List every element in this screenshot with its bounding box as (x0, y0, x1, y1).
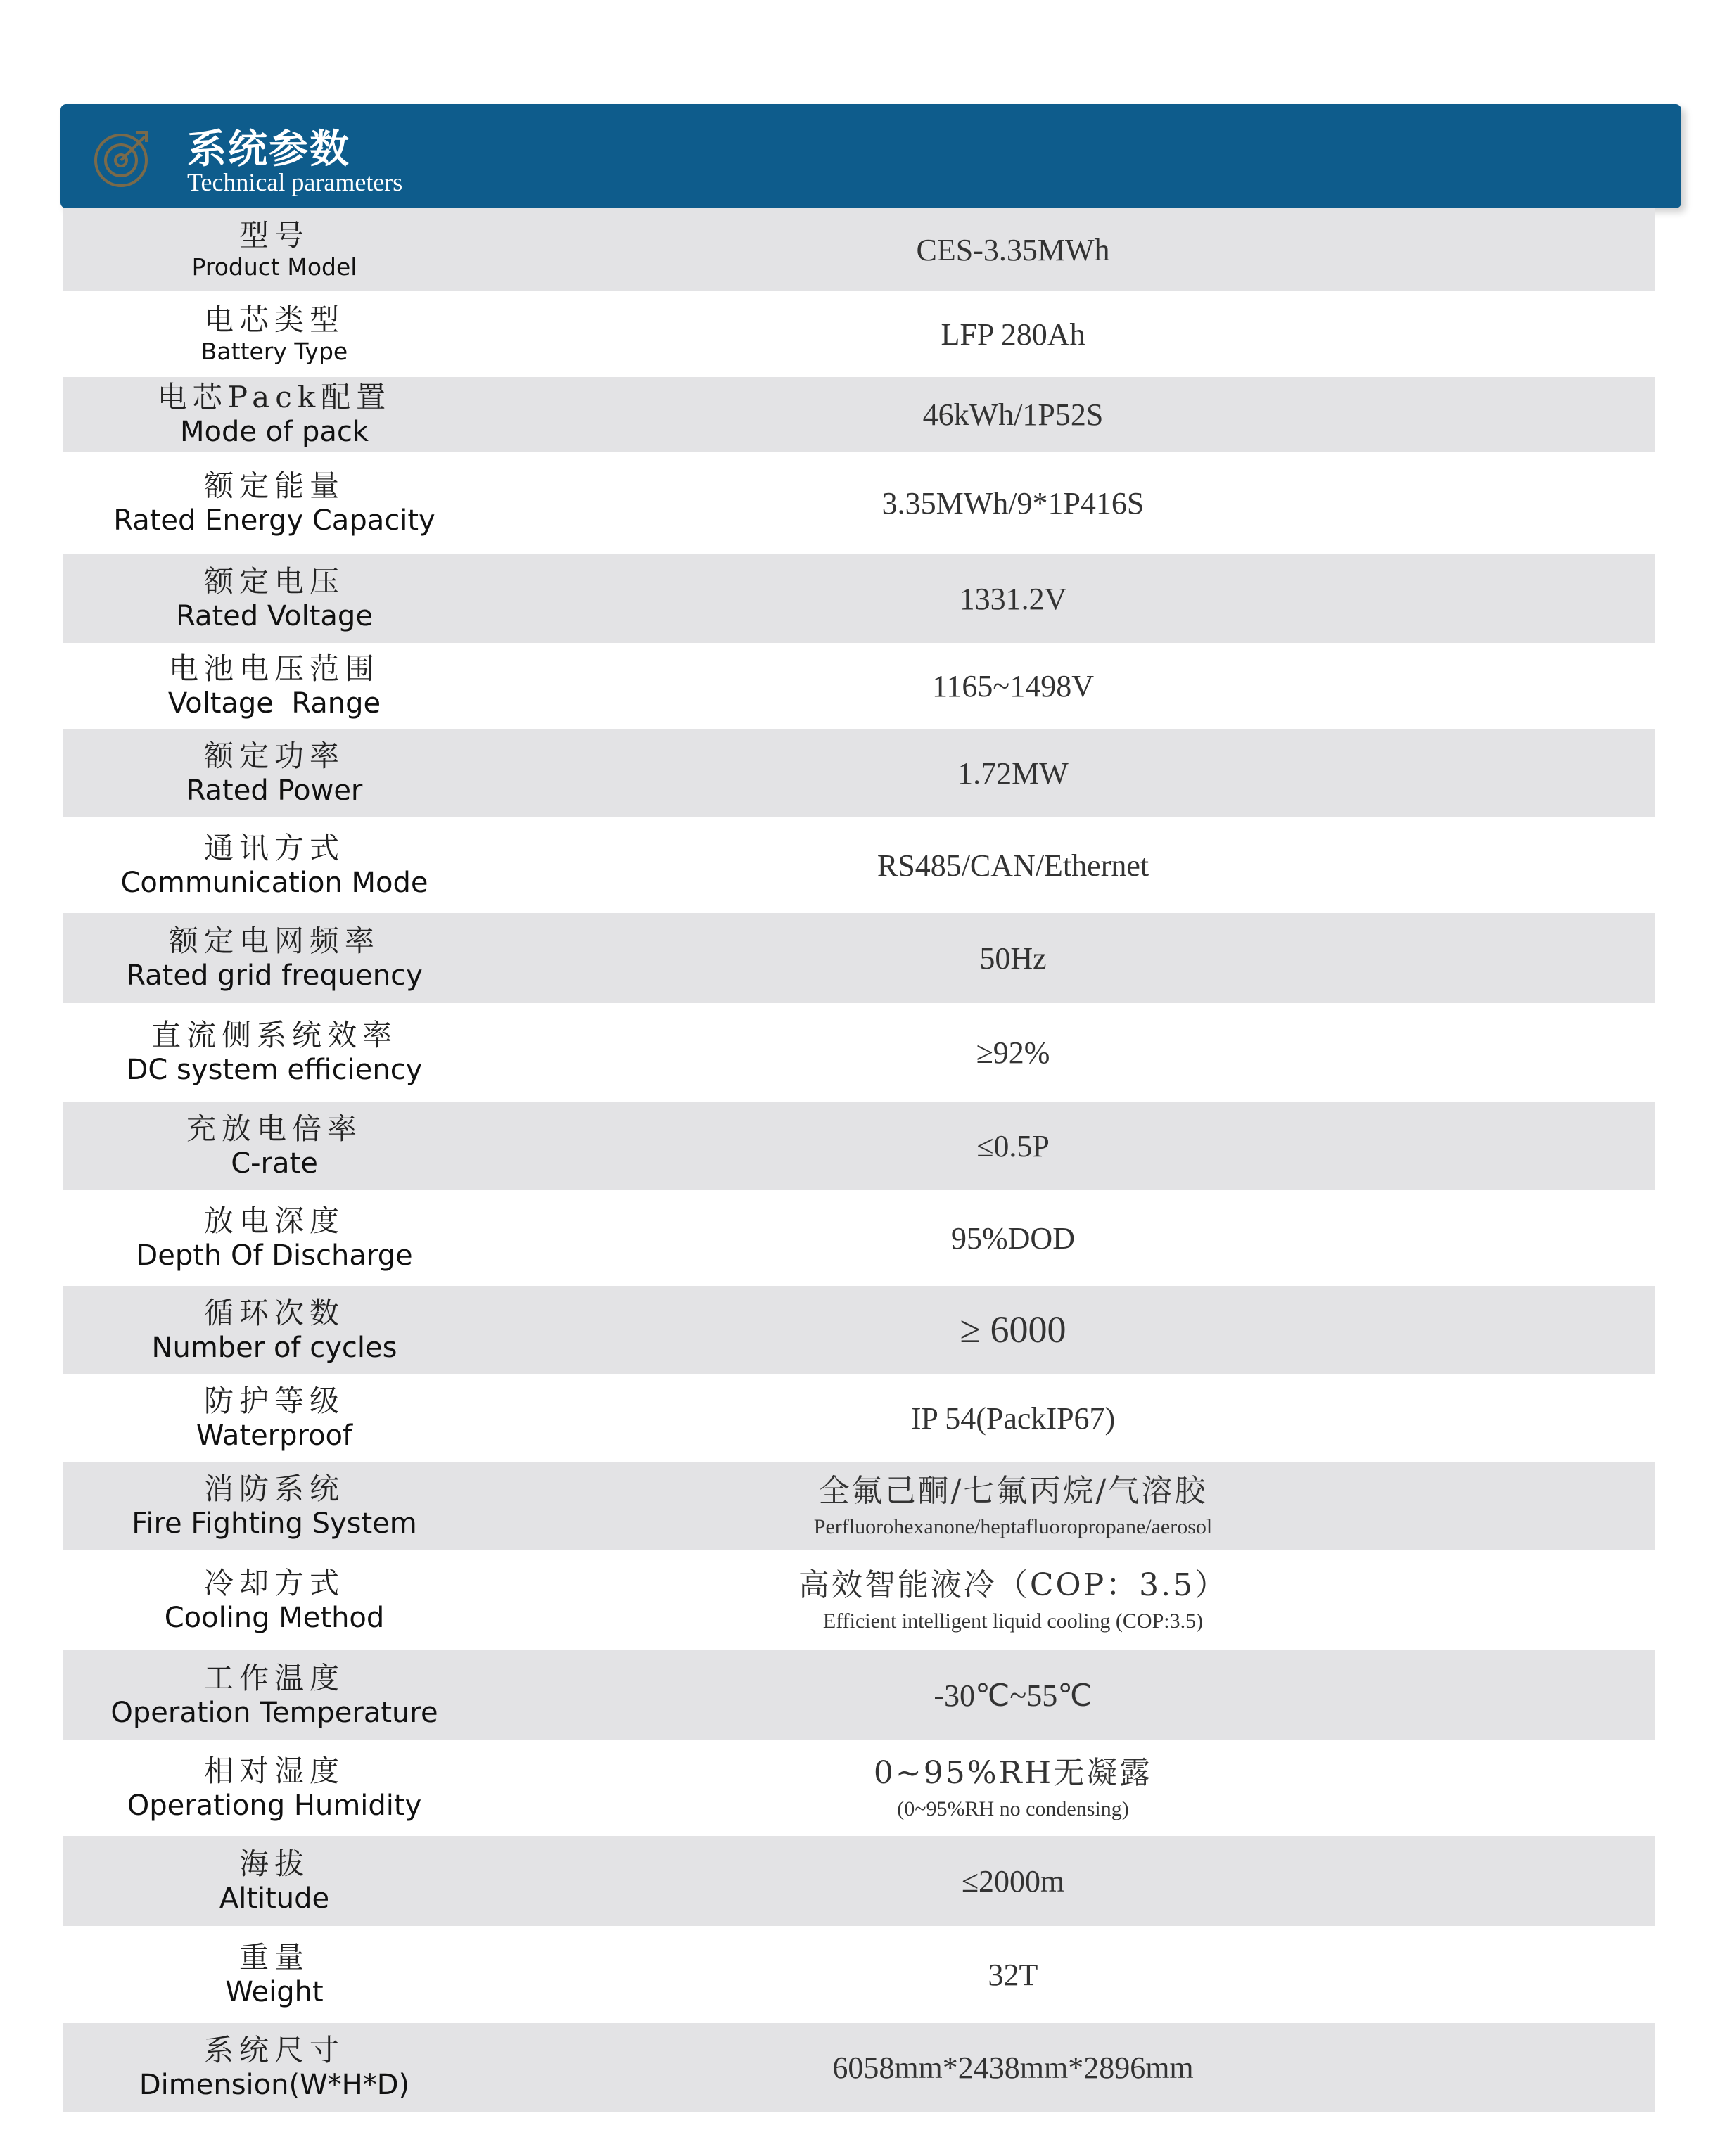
row-label (63, 554, 485, 643)
row-value (514, 1462, 1512, 1550)
label-cn: 放电深度 (203, 1203, 345, 1238)
label-cn: 额定电压 (203, 563, 345, 599)
label-en: Operationg Humidity (127, 1790, 422, 1823)
table-row (63, 1462, 1655, 1550)
value-subtext: Efficient intelligent liquid cooling (COP:3.5) (822, 1609, 1204, 1633)
label-en: Rated grid frequency (126, 959, 423, 993)
row-value (514, 1926, 1512, 2023)
row-label (63, 729, 485, 817)
row-label (63, 1650, 485, 1740)
table-row (63, 913, 1655, 1003)
label-en: Rated Energy Capacity (113, 504, 435, 537)
row-label (63, 817, 485, 913)
value-text: 50Hz (979, 940, 1047, 976)
value-text: 95%DOD (951, 1220, 1075, 1256)
label-en: Depth Of Discharge (136, 1239, 413, 1272)
row-value (514, 1550, 1512, 1650)
label-cn: 消防系统 (203, 1471, 345, 1506)
row-label (63, 291, 485, 377)
label-cn: 额定功率 (203, 738, 345, 773)
table-row (63, 1836, 1655, 1926)
row-label (63, 1550, 485, 1650)
table-row (63, 1102, 1655, 1190)
row-label (63, 1374, 485, 1462)
table-row (63, 1286, 1655, 1374)
row-value (514, 817, 1512, 913)
label-cn: 通讯方式 (203, 830, 345, 865)
label-en: Communication Mode (120, 867, 428, 900)
value-subtext: (0~95%RH no condensing) (897, 1797, 1129, 1820)
row-label (63, 913, 485, 1003)
value-text: 1331.2V (959, 581, 1067, 616)
table-row (63, 1650, 1655, 1740)
table-row (63, 1374, 1655, 1462)
value-text: ≤0.5P (976, 1128, 1050, 1163)
label-en: Fire Fighting System (132, 1507, 417, 1541)
label-cn: 直流侧系统效率 (151, 1017, 397, 1052)
parameters-table (63, 208, 1655, 2112)
label-cn: 海拔 (238, 1846, 310, 1881)
label-cn: 冷却方式 (203, 1565, 345, 1600)
table-row (63, 817, 1655, 913)
row-value (514, 1102, 1512, 1190)
table-row (63, 729, 1655, 817)
value-text: ≥ 6000 (960, 1308, 1066, 1351)
table-row (63, 1190, 1655, 1286)
table-row (63, 452, 1655, 554)
table-row (63, 291, 1655, 377)
row-value (514, 1836, 1512, 1926)
label-en: Rated Power (186, 774, 363, 808)
label-cn: 电芯Pack配置 (157, 379, 392, 414)
label-en: Waterproof (196, 1420, 353, 1453)
table-row (63, 1926, 1655, 2023)
table-row (63, 1003, 1655, 1102)
label-cn: 相对湿度 (203, 1753, 345, 1788)
row-value (514, 1190, 1512, 1286)
row-label (63, 1190, 485, 1286)
value-text: 高效智能液冷（COP：3.5） (798, 1567, 1228, 1603)
row-label (63, 2023, 485, 2112)
value-subtext: Perfluorohexanone/heptafluoropropane/aerosol (813, 1515, 1213, 1538)
value-text: 全氟己酮/七氟丙烷/气溶胶 (818, 1473, 1208, 1509)
row-label (63, 1926, 485, 2023)
value-text: IP 54(PackIP67) (910, 1401, 1116, 1436)
header-banner (60, 104, 1681, 208)
row-label (63, 1286, 485, 1374)
table-row (63, 1740, 1655, 1836)
row-value (514, 729, 1512, 817)
label-cn: 电池电压范围 (168, 651, 380, 686)
value-text: ≥92% (976, 1035, 1050, 1070)
label-en: Mode of pack (179, 416, 369, 449)
label-en: Number of cycles (151, 1332, 397, 1365)
table-row (63, 377, 1655, 452)
row-value (514, 208, 1512, 291)
row-label (63, 1836, 485, 1926)
label-cn: 工作温度 (203, 1660, 345, 1695)
label-cn: 重量 (238, 1939, 310, 1975)
table-row (63, 643, 1655, 729)
label-en: Dimension(W*H*D) (139, 2069, 410, 2102)
row-label (63, 1102, 485, 1190)
table-row (63, 554, 1655, 643)
value-text: ≤2000m (961, 1863, 1065, 1899)
value-text: 46kWh/1P52S (922, 397, 1104, 432)
row-label (63, 208, 485, 291)
label-cn: 电芯类型 (203, 302, 345, 337)
page-title: 系统参数 (187, 127, 350, 172)
value-text: 1.72MW (957, 755, 1069, 791)
table-row (63, 1550, 1655, 1650)
row-value (514, 377, 1512, 452)
value-text: 3.35MWh/9*1P416S (881, 485, 1145, 521)
row-label (63, 1740, 485, 1836)
label-en: Rated Voltage (176, 600, 373, 633)
row-label (63, 1003, 485, 1102)
row-value (514, 1286, 1512, 1374)
page-subtitle: Technical parameters (187, 168, 403, 196)
label-en: Cooling Method (164, 1602, 385, 1635)
label-cn: 额定能量 (203, 468, 345, 503)
label-en: C-rate (231, 1147, 318, 1180)
value-text: 32T (988, 1957, 1038, 1992)
value-text: 0~95%RH无凝露 (873, 1755, 1153, 1791)
label-cn: 充放电倍率 (186, 1111, 362, 1146)
value-text: RS485/CAN/Ethernet (877, 848, 1149, 883)
row-value (514, 452, 1512, 554)
row-value (514, 291, 1512, 377)
row-value (514, 1003, 1512, 1102)
label-en: Voltage Range (167, 687, 381, 720)
label-en: Weight (225, 1976, 324, 2009)
row-value (514, 1650, 1512, 1740)
target-icon (91, 127, 155, 190)
label-cn: 系统尺寸 (203, 2032, 345, 2067)
label-en: Altitude (219, 1882, 330, 1915)
value-text: -30℃~55℃ (934, 1678, 1092, 1713)
row-label (63, 1462, 485, 1550)
label-cn: 额定电网频率 (168, 923, 380, 958)
table-row (63, 2023, 1655, 2112)
row-value (514, 913, 1512, 1003)
row-value (514, 1374, 1512, 1462)
label-cn: 型号 (238, 218, 310, 253)
row-label (63, 377, 485, 452)
row-label (63, 452, 485, 554)
row-label (63, 643, 485, 729)
label-en: Operation Temperature (110, 1697, 438, 1730)
table-row (63, 208, 1655, 291)
label-cn: 循环次数 (203, 1295, 345, 1330)
value-text: CES-3.35MWh (916, 232, 1110, 267)
row-value (514, 1740, 1512, 1836)
row-value (514, 554, 1512, 643)
value-text: LFP 280Ah (941, 317, 1085, 352)
label-en: Product Model (191, 253, 357, 281)
value-text: 6058mm*2438mm*2896mm (832, 2050, 1194, 2085)
label-cn: 防护等级 (203, 1383, 345, 1418)
value-text: 1165~1498V (932, 668, 1094, 703)
row-value (514, 2023, 1512, 2112)
label-en: Battery Type (200, 338, 348, 366)
label-en: DC system efficiency (126, 1054, 423, 1087)
row-value (514, 643, 1512, 729)
